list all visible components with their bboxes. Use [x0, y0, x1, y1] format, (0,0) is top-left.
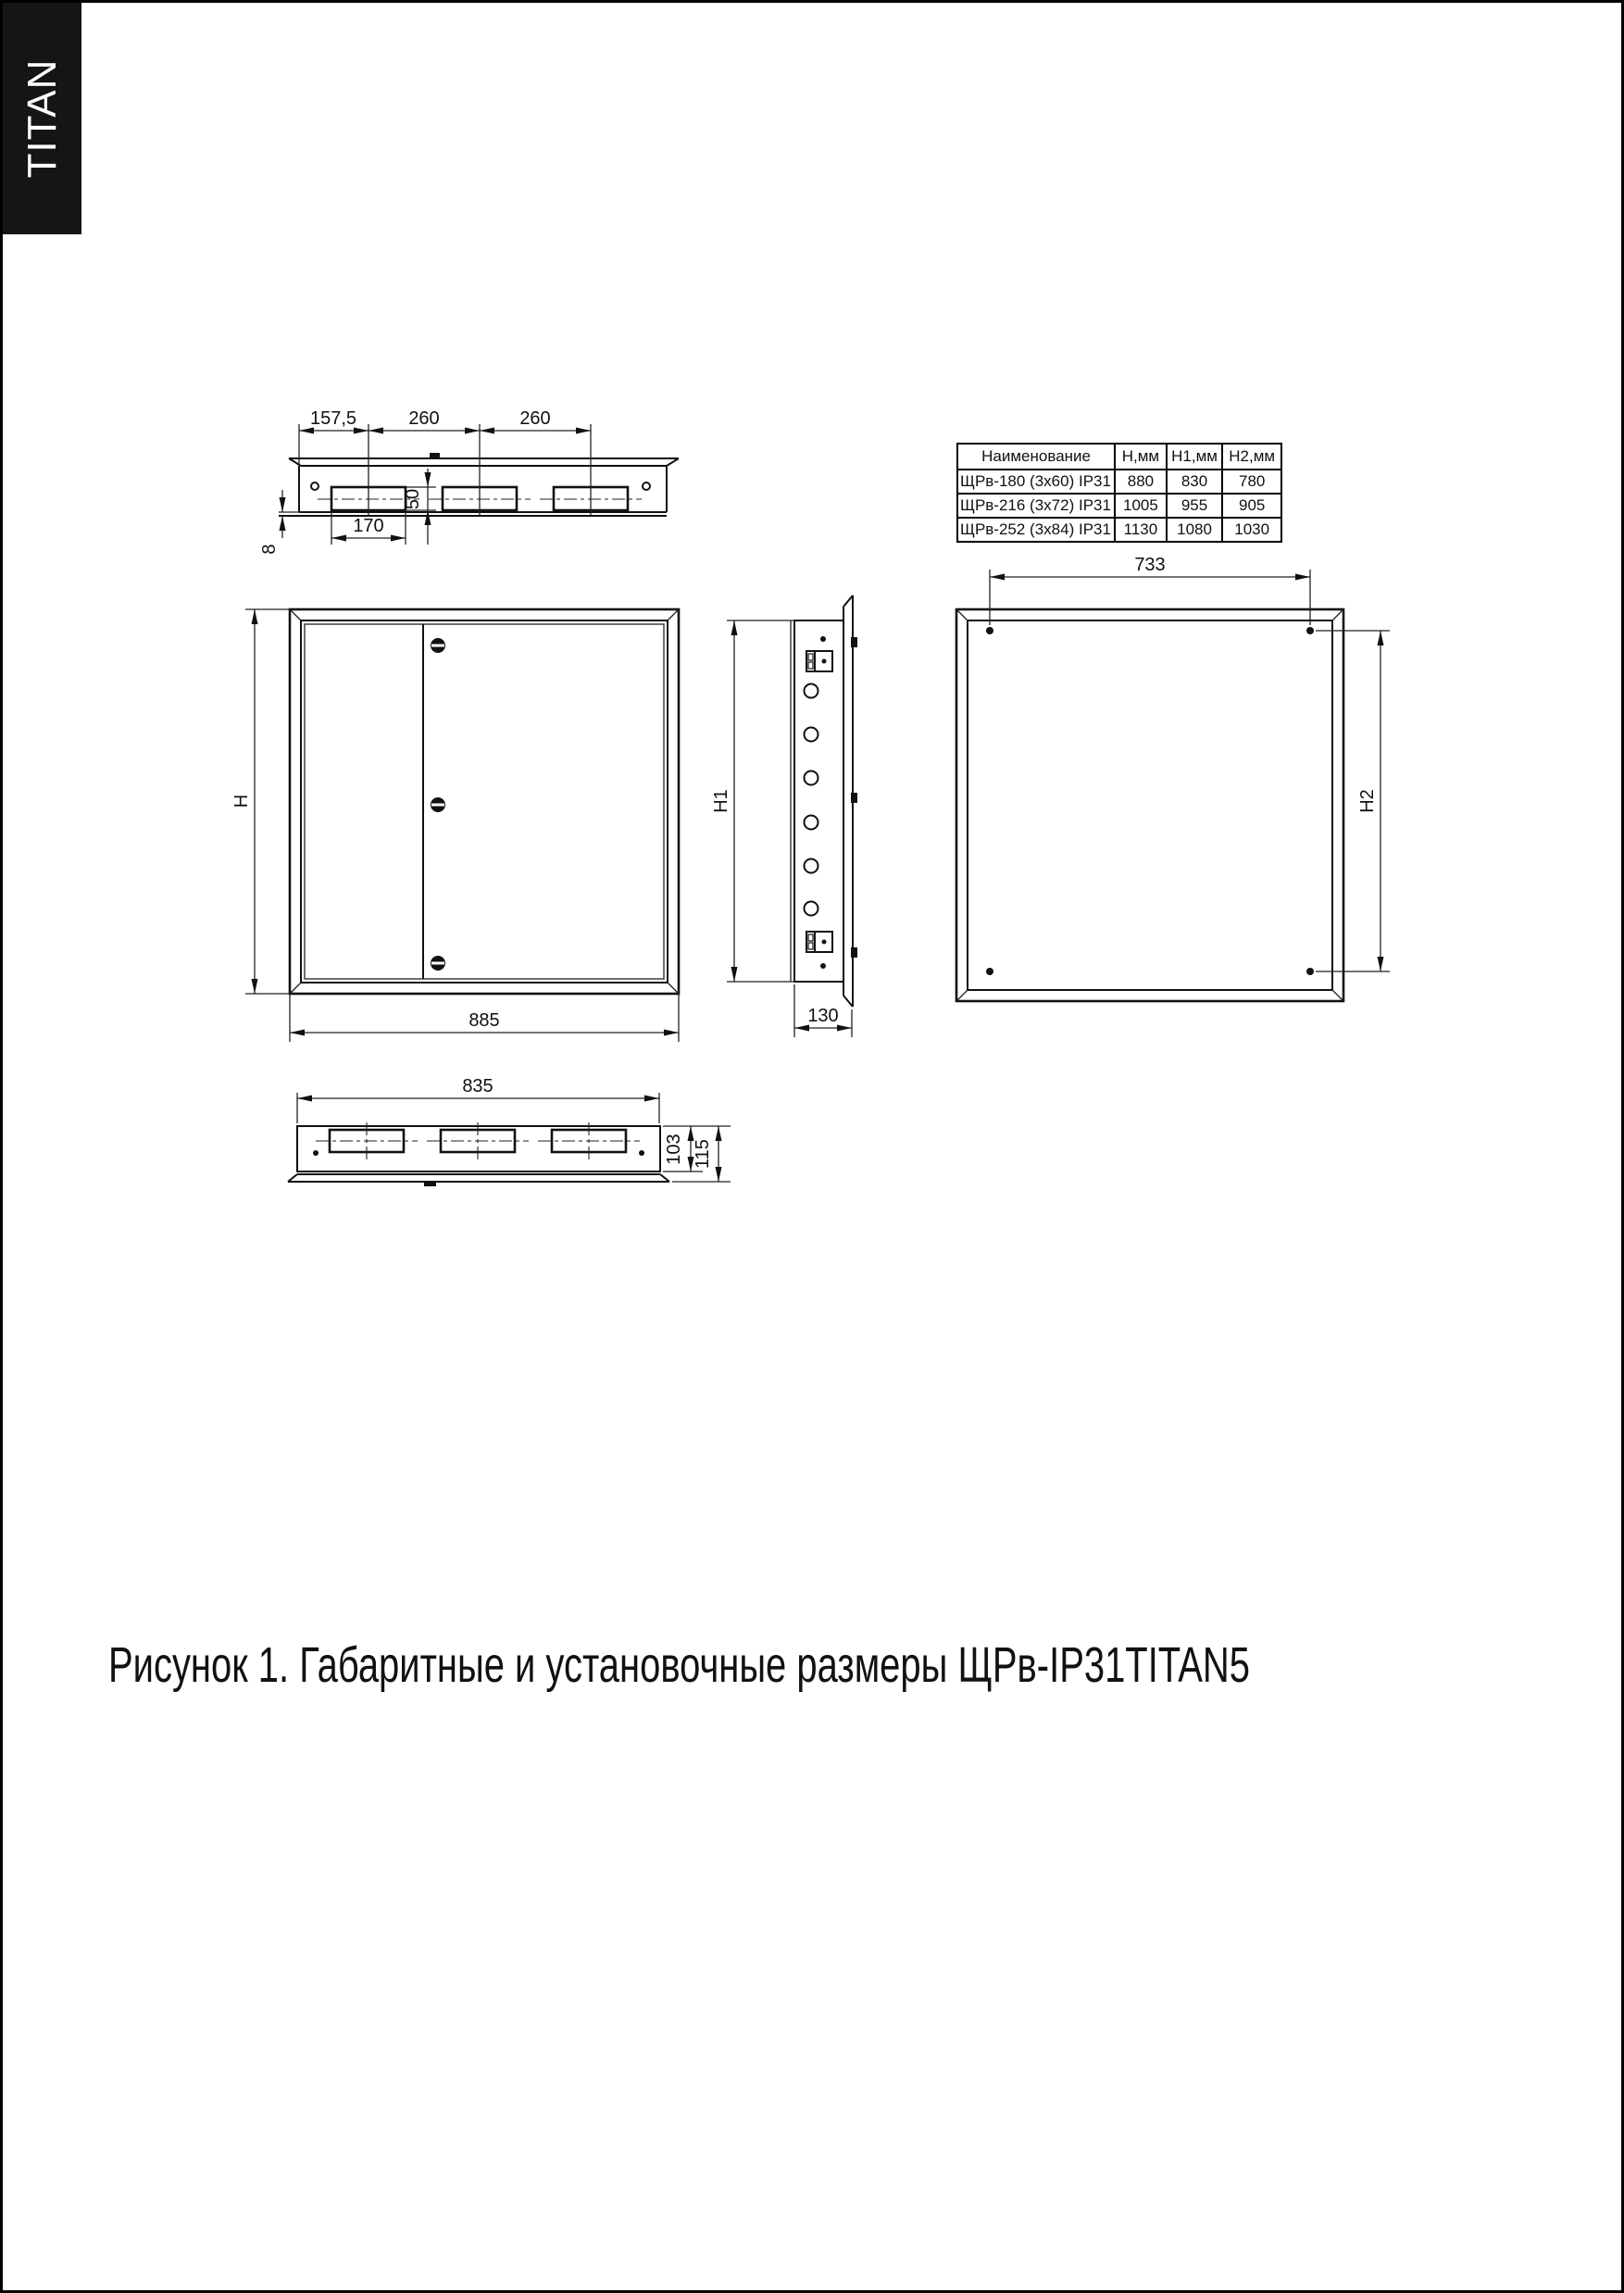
table-row	[957, 470, 1281, 494]
col-header-name: Наименование	[957, 444, 1115, 470]
cell-h: 1130	[1115, 518, 1167, 542]
cell-h2: 905	[1222, 494, 1281, 518]
dim-label-front-height: Н	[231, 794, 252, 808]
dim-label-top-left-offset: 157,5	[309, 408, 357, 429]
dim-label-side-height: Н1	[711, 789, 731, 813]
technical-drawing	[3, 3, 1624, 2293]
size-spec-table	[956, 443, 1282, 543]
cell-h2: 1030	[1222, 518, 1281, 542]
brand-logo-bar	[3, 3, 81, 234]
top-view-drawing	[259, 408, 679, 555]
dim-label-rear-mount-height: Н2	[1357, 789, 1378, 813]
door-screw	[431, 638, 445, 653]
door-screw	[431, 797, 445, 812]
cell-h1: 830	[1167, 470, 1223, 494]
dim-label-front-width: 885	[468, 1010, 500, 1031]
table-row	[957, 518, 1281, 542]
col-header-h: Н,мм	[1115, 444, 1167, 470]
door-screw	[431, 956, 445, 971]
cell-model: ЩРв-216 (3х72) IP31	[957, 494, 1115, 518]
dim-label-side-depth: 130	[807, 1006, 839, 1026]
table-row	[957, 494, 1281, 518]
hinge-top	[806, 651, 832, 671]
front-view-drawing	[231, 609, 679, 1042]
dim-label-top-pitch-1: 260	[408, 408, 440, 429]
side-view-drawing	[711, 595, 857, 1037]
cell-h1: 955	[1167, 494, 1223, 518]
dim-label-top-slot-height: 50	[403, 488, 423, 510]
cell-model: ЩРв-252 (3х84) IP31	[957, 518, 1115, 542]
dim-label-bottom-width: 835	[462, 1076, 493, 1096]
cell-h2: 780	[1222, 470, 1281, 494]
dim-label-top-lip: 8	[259, 544, 280, 555]
rear-view-drawing	[956, 555, 1390, 1001]
dim-label-rear-mount-width: 733	[1134, 555, 1166, 575]
cell-h1: 1080	[1167, 518, 1223, 542]
brand-logo-text: TITAN	[19, 58, 65, 179]
dim-label-top-pitch-2: 260	[519, 408, 551, 429]
dim-label-bottom-depth-outer: 115	[693, 1139, 713, 1169]
cell-h: 1005	[1115, 494, 1167, 518]
table-header-row	[957, 444, 1281, 470]
dim-label-top-slot-width: 170	[353, 516, 384, 536]
col-header-h2: Н2,мм	[1222, 444, 1281, 470]
col-header-h1: Н1,мм	[1167, 444, 1223, 470]
bottom-view-drawing	[288, 1076, 731, 1186]
cell-h: 880	[1115, 470, 1167, 494]
cell-model: ЩРв-180 (3х60) IP31	[957, 470, 1115, 494]
figure-caption: Рисунок 1. Габаритные и установочные размеры ЩРв-IP31TITAN5	[108, 1637, 1250, 1693]
hinge-bottom	[806, 932, 832, 952]
dim-label-bottom-depth-inner: 103	[664, 1134, 684, 1165]
